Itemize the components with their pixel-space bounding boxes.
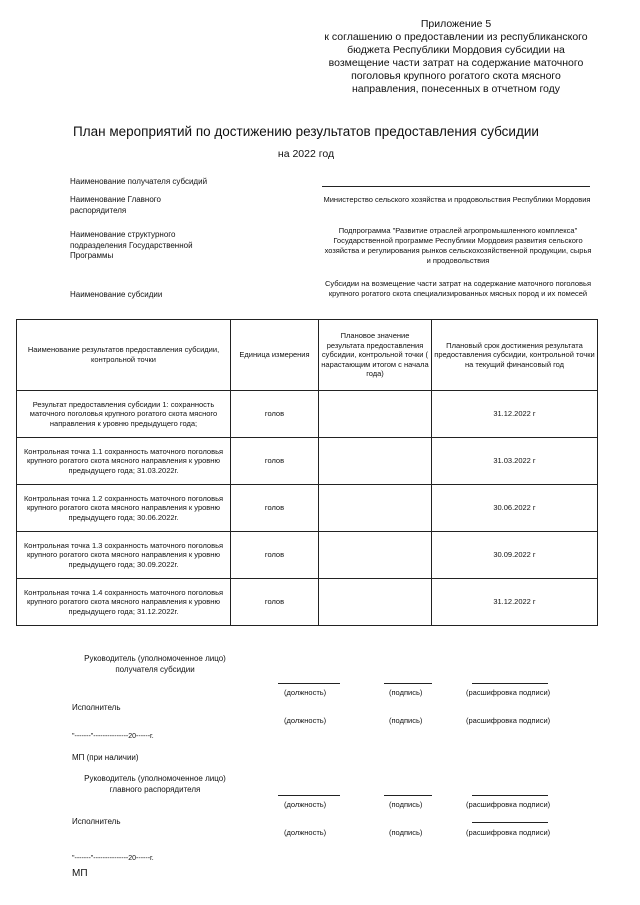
signature-caption: (подпись) (389, 828, 423, 837)
appendix-line: к соглашению о предоставлении из республиканского (324, 31, 588, 43)
appendix-line: поголовья крупного рогатого скота мясного (351, 70, 561, 82)
executor-label: Исполнитель (72, 703, 121, 712)
col-header-planned-value: Плановое значение результата предоставления субсидии, контрольной точки ( нарастающим итогом с начала года) (319, 320, 432, 391)
position-caption: (должность) (284, 800, 327, 809)
signature-caption: (подпись) (389, 800, 423, 809)
appendix-line: направления, понесенных в отчетном году (351, 83, 561, 95)
recipient-head-label: Руководитель (уполномоченное лицо) получателя субсидии (84, 654, 226, 674)
recipient-underline (322, 186, 590, 187)
document-subtitle: на 2022 год (277, 148, 335, 160)
decoding-caption: (расшифровка подписи) (466, 688, 551, 697)
row-unit: голов (231, 579, 319, 626)
subdivision-value: Подпрограмма "Развитие отраслей агропромышленного комплекса" Государственной программе Республики Мордовия развития сельского хозяйства и регулирования рынков сельскохозяйственной продукции, сырья и продовольствия (324, 226, 592, 265)
appendix-line: бюджета Республики Мордовия субсидии на (347, 44, 565, 56)
row-deadline: 31.12.2022 г (432, 391, 598, 438)
row-deadline: 31.12.2022 г (432, 579, 598, 626)
row-value (319, 485, 432, 532)
subsidy-value: Субсидии на возмещение части затрат на содержание маточного поголовья крупного рогатого скота специализированных мясных пород и их помесей (324, 279, 592, 298)
row-value (319, 532, 432, 579)
document-title: План мероприятий по достижению результатов предоставления субсидии (73, 124, 539, 139)
row-value (319, 438, 432, 485)
subsidy-label: Наименование субсидии (70, 290, 163, 299)
main-manager-label: Наименование Главного распорядителя (70, 195, 161, 215)
position-caption: (должность) (284, 688, 327, 697)
row-name: Результат предоставления субсидии 1: сохранность маточного поголовья крупного рогатого скота мясного направления к уровню предыдущего года; (17, 391, 231, 438)
row-unit: голов (231, 438, 319, 485)
row-name: Контрольная точка 1.2 сохранность маточного поголовья крупного рогатого скота мясного направления к уровню предыдущего года; 30.06.2022г. (17, 485, 231, 532)
position-line (278, 795, 340, 796)
row-name: Контрольная точка 1.3 сохранность маточного поголовья крупного рогатого скота мясного направления к уровню предыдущего года; 30.09.2022г. (17, 532, 231, 579)
decoding-line (472, 795, 548, 796)
appendix-header (300, 18, 612, 96)
appendix-line: Приложение 5 (420, 18, 492, 30)
table-row (17, 485, 598, 532)
signature-caption: (подпись) (389, 716, 423, 725)
decoding-caption: (расшифровка подписи) (466, 800, 551, 809)
subdivision-label: Наименование структурного подразделения Государственной Программы (70, 230, 193, 260)
col-header-deadline: Плановый срок достижения результата предоставления субсидии, контрольной точки на текущий финансовый год (432, 320, 598, 391)
row-value (319, 391, 432, 438)
manager-head-label: Руководитель (уполномоченное лицо) главного распорядителя (84, 774, 226, 794)
table-row (17, 532, 598, 579)
appendix-line: возмещение части затрат на содержание маточного (328, 57, 584, 69)
executor-label: Исполнитель (72, 817, 121, 826)
decoding-caption: (расшифровка подписи) (466, 828, 551, 837)
row-name: Контрольная точка 1.4 сохранность маточного поголовья крупного рогатого скота мясного направления к уровню предыдущего года; 31.12.2022г. (17, 579, 231, 626)
row-deadline: 31.03.2022 г (432, 438, 598, 485)
position-line (278, 683, 340, 684)
row-unit: голов (231, 532, 319, 579)
date-line: "-------"---------------20------г. (72, 733, 154, 740)
row-unit: голов (231, 485, 319, 532)
col-header-name: Наименование результатов предоставления субсидии, контрольной точки (17, 320, 231, 391)
row-value (319, 579, 432, 626)
position-caption: (должность) (284, 828, 327, 837)
signature-line (384, 795, 432, 796)
signature-caption: (подпись) (389, 688, 423, 697)
row-deadline: 30.09.2022 г (432, 532, 598, 579)
main-manager-value: Министерство сельского хозяйства и продовольствия Республики Мордовия (323, 195, 591, 204)
recipient-label: Наименование получателя субсидий (70, 177, 208, 186)
position-caption: (должность) (284, 716, 327, 725)
row-name: Контрольная точка 1.1 сохранность маточного поголовья крупного рогатого скота мясного направления к уровню предыдущего года; 31.03.2022г. (17, 438, 231, 485)
decoding-line (472, 683, 548, 684)
date-line: "-------"---------------20------г. (72, 855, 154, 862)
row-unit: голов (231, 391, 319, 438)
table-row (17, 579, 598, 626)
signature-line (384, 683, 432, 684)
stamp-label: МП (72, 868, 88, 879)
stamp-optional-label: МП (при наличии) (72, 753, 139, 762)
table-row (17, 438, 598, 485)
table-header-row (17, 320, 598, 391)
table-row (17, 391, 598, 438)
results-table (16, 319, 598, 626)
decoding-caption: (расшифровка подписи) (466, 716, 551, 725)
col-header-unit: Единица измерения (231, 320, 319, 391)
row-deadline: 30.06.2022 г (432, 485, 598, 532)
decoding-line (472, 822, 548, 823)
